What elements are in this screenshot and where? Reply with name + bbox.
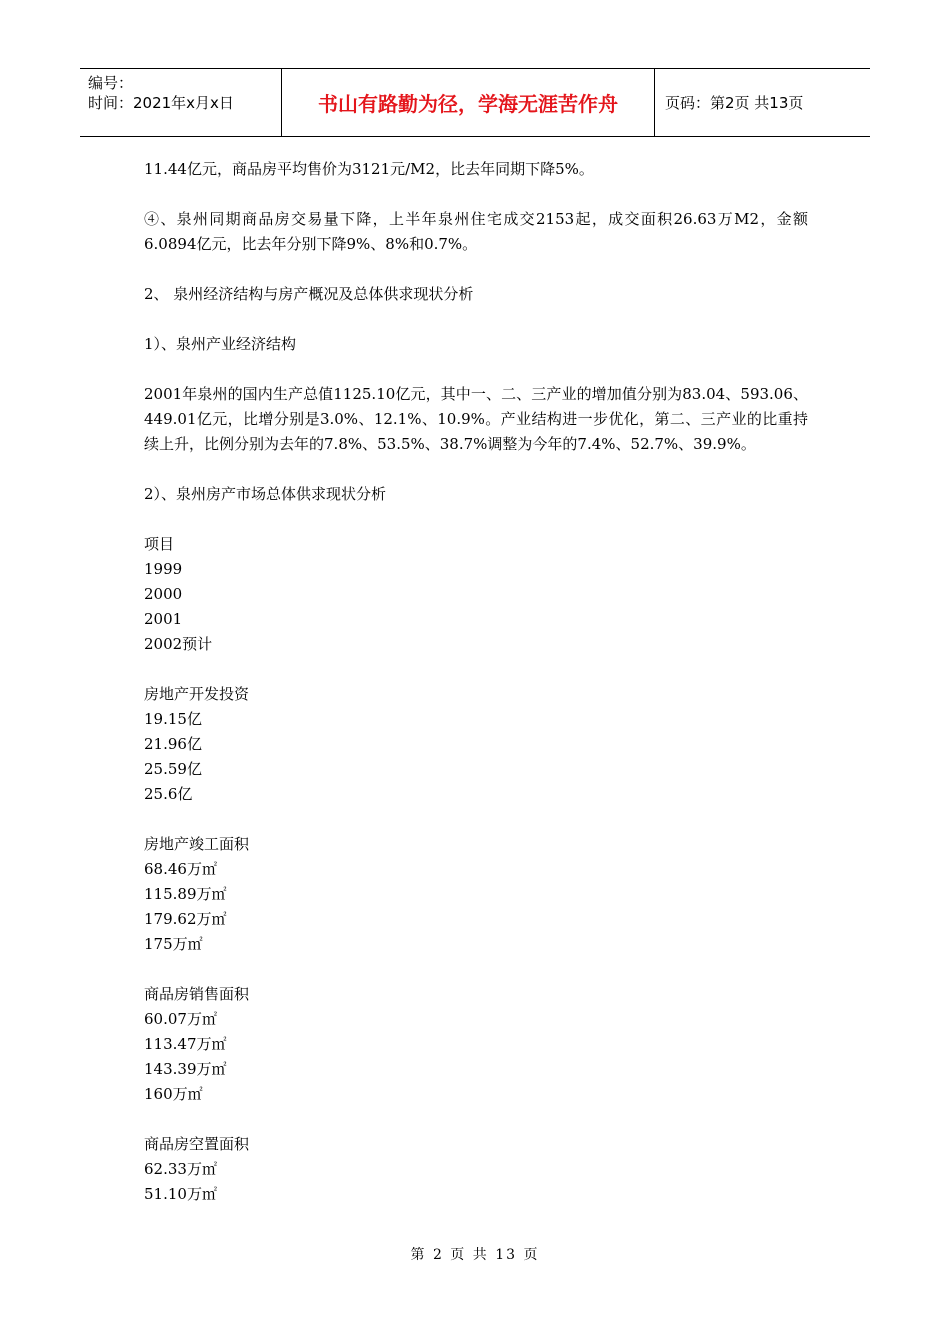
- table-group-title: 商品房销售面积: [144, 985, 250, 1003]
- table-cell: 175万㎡: [144, 935, 203, 953]
- table-group-vacancy: [144, 1132, 808, 1207]
- table-cell: 62.33万㎡: [144, 1160, 217, 1178]
- table-group-years: [144, 532, 808, 657]
- table-cell: 25.6亿: [144, 785, 193, 803]
- table-cell: 143.39万㎡: [144, 1060, 227, 1078]
- header-page-info: 页码：第2页 共13页: [665, 94, 804, 112]
- paragraph-1: 11.44亿元，商品房平均售价为3121元/M2，比去年同期下降5%。: [144, 160, 594, 178]
- table-group-title: 房地产竣工面积: [144, 835, 250, 853]
- paragraph-economy: 2001年泉州的国内生产总值1125.10亿元，其中一、二、三产业的增加值分别为83.04、593.06、449.01亿元，比增分别是3.0%、12.1%、10.9%。产业结构进一步优化，第二、三产业的比重持续上升，比例分别为去年的7.8%、53.5%、38.7%调整为今年的7.4%、52.7%、39.9%。: [144, 385, 808, 453]
- table-group-title: 房地产开发投资: [144, 685, 250, 703]
- table-cell: 51.10万㎡: [144, 1185, 217, 1203]
- table-cell: 19.15亿: [144, 710, 202, 728]
- subheading-market: 2）、泉州房产市场总体供求现状分析: [144, 485, 387, 503]
- header-meta: [80, 69, 282, 136]
- table-group-investment: [144, 682, 808, 807]
- page-footer: 第 2 页 共 13 页: [410, 1247, 540, 1263]
- table-cell: 60.07万㎡: [144, 1010, 217, 1028]
- table-cell: 2001: [144, 610, 183, 628]
- section-heading-2: 2、 泉州经济结构与房产概况及总体供求现状分析: [144, 285, 474, 303]
- table-cell: 2002预计: [144, 635, 213, 653]
- header-motto: 书山有路勤为径，学海无涯苦作舟: [282, 69, 655, 136]
- table-cell: 21.96亿: [144, 735, 202, 753]
- subheading-industry: 1）、泉州产业经济结构: [144, 335, 297, 353]
- table-cell: 160万㎡: [144, 1085, 203, 1103]
- table-group-title: 商品房空置面积: [144, 1135, 250, 1153]
- table-cell: 25.59亿: [144, 760, 202, 778]
- table-cell: 115.89万㎡: [144, 885, 227, 903]
- table-group-completion: [144, 832, 808, 957]
- table-cell: 113.47万㎡: [144, 1035, 227, 1053]
- document-body: [144, 157, 808, 1232]
- table-cell: 68.46万㎡: [144, 860, 217, 878]
- table-cell: 1999: [144, 560, 183, 578]
- table-group-title: 项目: [144, 535, 175, 553]
- table-group-sales: [144, 982, 808, 1107]
- time-label: 时间：2021年x月x日: [88, 94, 234, 112]
- number-label: 编号：: [88, 74, 134, 92]
- paragraph-2: ④、泉州同期商品房交易量下降，上半年泉州住宅成交2153起，成交面积26.63万M2，金额6.0894亿元，比去年分别下降9%、8%和0.7%。: [144, 210, 808, 253]
- page-header: [80, 68, 870, 137]
- table-cell: 2000: [144, 585, 183, 603]
- table-cell: 179.62万㎡: [144, 910, 227, 928]
